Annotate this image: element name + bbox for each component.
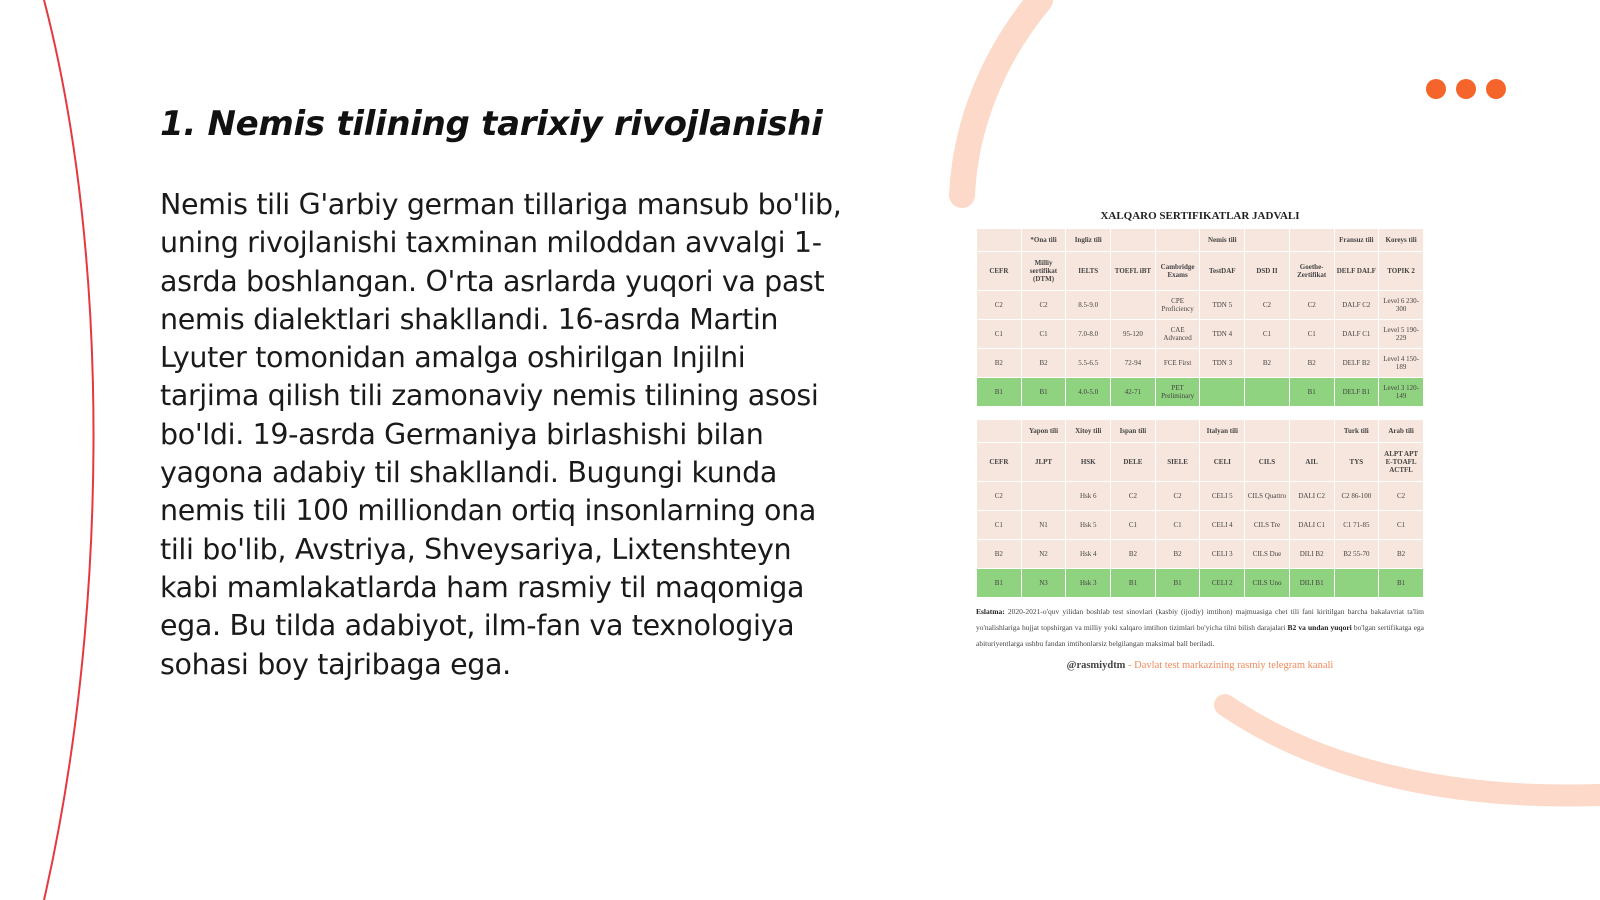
table-cell: CILS [1245, 443, 1290, 482]
table-row [977, 320, 1424, 349]
table-cell: B1 [1111, 569, 1156, 598]
table-cell: CILS Uno [1245, 569, 1290, 598]
table-cell: TOEFL iBT [1111, 252, 1156, 291]
table-cell: C2 [1111, 482, 1156, 511]
table-cell: Turk tili [1334, 420, 1379, 443]
dot-icon [1486, 79, 1506, 99]
note-bold: B2 va undan yuqori [1287, 623, 1352, 632]
table-cell: C2 [1245, 291, 1290, 320]
table-cell: TDN 4 [1200, 320, 1245, 349]
table-cell: C1 [977, 511, 1022, 540]
certificate-table-1 [976, 228, 1424, 407]
table-cell: FCE First [1155, 349, 1200, 378]
table-cell: DELE [1111, 443, 1156, 482]
slide-body-text: Nemis tili G'arbiy german tillariga mansub bo'lib, uning rivojlanishi taxminan miloddan avvalgi 1-asrda boshlangan. O'rta asrlarda yuqori va past nemis dialektlari shakllandi. 16-asrda Martin Lyuter tomonidan amalga oshirilgan Injilni tarjima qilish tili zamonaviy nemis tilining asosi bo'ldi. 19-asrda Germaniya birlashishi bilan yagona adabiy til shakllandi. Bugungi kunda nemis tili 100 milliondan ortiq insonlarning ona tili bo'lib, Avstriya, Shveysariya, Lixtenshteyn kabi mamlakatlarda ham rasmiy til maqomiga ega. Bu tilda adabiyot, ilm-fan va texnologiya sohasi boy tajribaga ega. [160, 188, 842, 681]
table-header-row [977, 443, 1424, 482]
table-cell: TestDAF [1200, 252, 1245, 291]
table-cell: TYS [1334, 443, 1379, 482]
table-cell: CPE Proficiency [1155, 291, 1200, 320]
table-cell: DSD II [1245, 252, 1290, 291]
table-cell [1289, 420, 1334, 443]
table-cell: CEFR [977, 252, 1022, 291]
table-cell: TOPIK 2 [1379, 252, 1424, 291]
table-cell: 8.5-9.0 [1066, 291, 1111, 320]
table-cell: B2 [1289, 349, 1334, 378]
table-cell: C2 86-100 [1334, 482, 1379, 511]
table-cell: CELI 2 [1200, 569, 1245, 598]
table-cell: Hsk 6 [1066, 482, 1111, 511]
table-cell: DALF C2 [1334, 291, 1379, 320]
table-row [977, 569, 1424, 598]
table-cell: C1 [1245, 320, 1290, 349]
table-cell: Hsk 4 [1066, 540, 1111, 569]
dot-icon [1456, 79, 1476, 99]
table-cell: CELI 3 [1200, 540, 1245, 569]
table-row [977, 349, 1424, 378]
table-cell [1245, 420, 1290, 443]
table-cell: Nemis tili [1200, 229, 1245, 252]
table-cell: C1 [1155, 511, 1200, 540]
bottom-arc [1225, 705, 1600, 796]
table-cell: Fransuz tili [1334, 229, 1379, 252]
table-cell: N3 [1021, 569, 1066, 598]
table-header-row [977, 252, 1424, 291]
note-label: Eslatma: [976, 607, 1005, 616]
table-cell: 7.0-8.0 [1066, 320, 1111, 349]
table-row [977, 378, 1424, 407]
certificate-table-2 [976, 419, 1424, 598]
table-group-row [977, 229, 1424, 252]
top-arc [962, 0, 1040, 195]
table-cell [977, 229, 1022, 252]
table-cell: Hsk 5 [1066, 511, 1111, 540]
slide-title: 1. Nemis tilining tarixiy rivojlanishi [160, 104, 823, 144]
table-cell [1021, 482, 1066, 511]
document-title: XALQARO SERTIFIKATLAR JADVALI [1100, 210, 1300, 222]
table-cell: B1 [977, 569, 1022, 598]
table-cell: B2 [1111, 540, 1156, 569]
table-cell: ALPT APT E-TOAFL ACTFL [1379, 443, 1424, 482]
telegram-handle: @rasmiydtm [1066, 660, 1126, 671]
table-cell: C2 [1155, 482, 1200, 511]
table-cell: Koreys tili [1379, 229, 1424, 252]
table-cell: Italyan tili [1200, 420, 1245, 443]
table-cell [1155, 420, 1200, 443]
table-cell: Yapon tili [1021, 420, 1066, 443]
table-cell: B1 [1021, 378, 1066, 407]
table-cell: Level 5 190-229 [1379, 320, 1424, 349]
table-cell: 5.5-6.5 [1066, 349, 1111, 378]
table-cell [1334, 569, 1379, 598]
table-cell: CELI 4 [1200, 511, 1245, 540]
note-text-2: bo'lgan sertifikatga ega abituriyentlarga ushbu fandan imtihonlarsiz belgilangan maksimal ball beriladi. [976, 623, 1425, 648]
table-cell: C1 [1111, 511, 1156, 540]
table-cell: TDN 5 [1200, 291, 1245, 320]
table-cell: B2 [1379, 540, 1424, 569]
table-cell: Level 6 230-300 [1379, 291, 1424, 320]
table-cell [977, 420, 1022, 443]
table-cell: B2 [1155, 540, 1200, 569]
table-cell: Ingliz tili [1066, 229, 1111, 252]
table-cell: Milliy sertifikat (DTM) [1021, 252, 1066, 291]
table-cell: B2 [1021, 349, 1066, 378]
table-cell: CILS Due [1245, 540, 1290, 569]
table-cell: Level 4 150-189 [1379, 349, 1424, 378]
table-cell: DALF C1 [1334, 320, 1379, 349]
table-cell: B2 [1245, 349, 1290, 378]
table-cell: CAE Advanced [1155, 320, 1200, 349]
table-cell: DALI C1 [1289, 511, 1334, 540]
table-cell: Ispan tili [1111, 420, 1156, 443]
table-cell: B1 [1155, 569, 1200, 598]
table-cell: 72-94 [1111, 349, 1156, 378]
table-cell: B2 [977, 540, 1022, 569]
table-cell: DELF B1 [1334, 378, 1379, 407]
table-cell: IELTS [1066, 252, 1111, 291]
table-cell: CILS Quattro [1245, 482, 1290, 511]
table-cell: DILI B2 [1289, 540, 1334, 569]
table-cell: 42-71 [1111, 378, 1156, 407]
dot-icon [1426, 79, 1446, 99]
table-cell: Level 3 120-149 [1379, 378, 1424, 407]
table-cell: N2 [1021, 540, 1066, 569]
table-cell: PET Preliminary [1155, 378, 1200, 407]
table-cell: C2 [977, 482, 1022, 511]
table-cell: Cambridge Exams [1155, 252, 1200, 291]
table-row [977, 540, 1424, 569]
table-cell: CILS Tre [1245, 511, 1290, 540]
table-cell: B2 [977, 349, 1022, 378]
table-cell: N1 [1021, 511, 1066, 540]
table-cell: AIL [1289, 443, 1334, 482]
table-cell [1245, 229, 1290, 252]
table-cell: CELI [1200, 443, 1245, 482]
table-cell: C2 [977, 291, 1022, 320]
table-cell [1111, 291, 1156, 320]
table-cell: C1 [1021, 320, 1066, 349]
table-cell: 95-120 [1111, 320, 1156, 349]
table-row [977, 511, 1424, 540]
menu-dots [1426, 79, 1506, 99]
table-cell: C1 [1289, 320, 1334, 349]
certificate-table-image [976, 206, 1424, 671]
table-cell: B1 [1289, 378, 1334, 407]
table-group-row [977, 420, 1424, 443]
table-cell [1111, 229, 1156, 252]
table-cell: DELF B2 [1334, 349, 1379, 378]
table-cell: B1 [977, 378, 1022, 407]
table-cell: B2 55-70 [1334, 540, 1379, 569]
table-cell: HSK [1066, 443, 1111, 482]
table-cell: Goethe-Zertifikat [1289, 252, 1334, 291]
table-cell: CEFR [977, 443, 1022, 482]
table-cell: C1 [1379, 511, 1424, 540]
table-row [977, 291, 1424, 320]
table-cell: C1 71-85 [1334, 511, 1379, 540]
table-cell: C2 [1379, 482, 1424, 511]
left-curve-line [44, 0, 94, 900]
table-cell: TDN 3 [1200, 349, 1245, 378]
table-cell: B1 [1379, 569, 1424, 598]
table-cell: C2 [1021, 291, 1066, 320]
table-cell [1155, 229, 1200, 252]
table-cell: Hsk 3 [1066, 569, 1111, 598]
footer-line [976, 660, 1424, 671]
table-row [977, 482, 1424, 511]
table-cell: SIELE [1155, 443, 1200, 482]
table-cell: C1 [977, 320, 1022, 349]
table-cell [1245, 378, 1290, 407]
note-paragraph [976, 604, 1424, 652]
table-cell: CELI 5 [1200, 482, 1245, 511]
table-cell [1289, 229, 1334, 252]
table-cell: Xitoy tili [1066, 420, 1111, 443]
table-cell: C2 [1289, 291, 1334, 320]
table-cell: JLPT [1021, 443, 1066, 482]
table-cell: DELF DALF [1334, 252, 1379, 291]
note-text-1: 2020-2021-o'quv yilidan boshlab test sinovlari (kasbiy (ijodiy) imtihon) majmuasiga chet tili fani kiritilgan barcha bakalavriat ta'lim yo'nalishlariga hujjat topshirgan va milliy yoki xalqaro imtihon tizimlari bo'yicha tilni bilish darajalari [976, 607, 1424, 632]
table-cell: DALI C2 [1289, 482, 1334, 511]
table-cell: Arab tili [1379, 420, 1424, 443]
table-cell: 4.0-5.0 [1066, 378, 1111, 407]
table-cell: DILI B1 [1289, 569, 1334, 598]
table-cell: *Ona tili [1021, 229, 1066, 252]
footer-description: - Davlat test markazining rasmiy telegram kanali [1128, 660, 1334, 671]
table-cell [1200, 378, 1245, 407]
